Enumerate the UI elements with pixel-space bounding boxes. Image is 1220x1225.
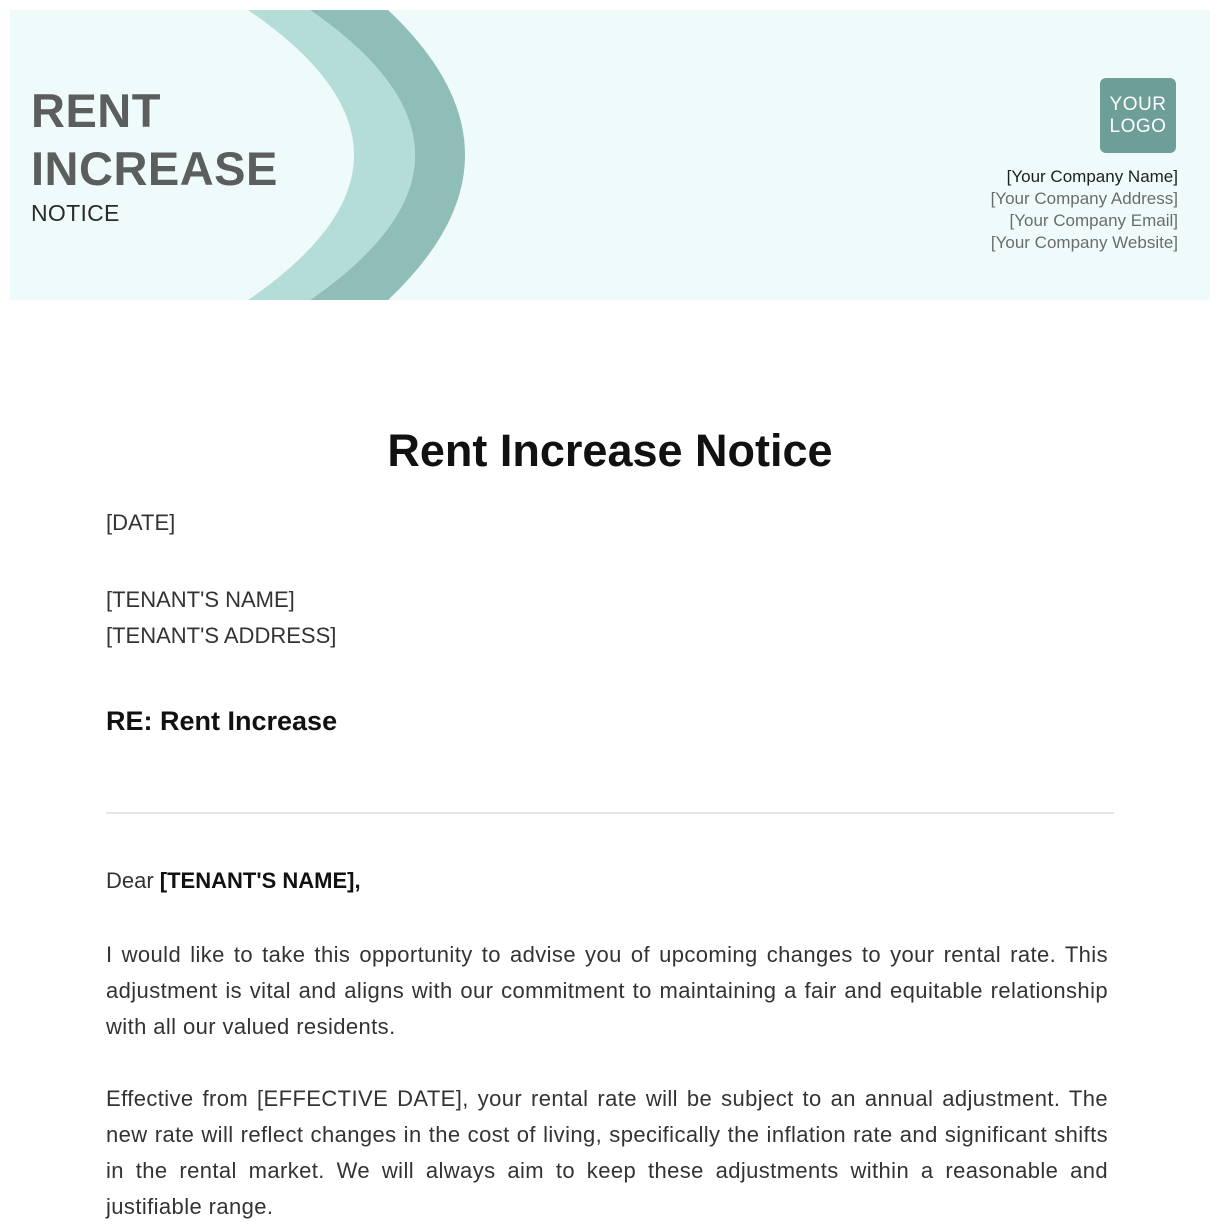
company-info [991, 166, 1178, 254]
tenant-name: [TENANT'S NAME] [106, 587, 295, 612]
document-title: Rent Increase Notice [387, 425, 833, 476]
company-address: [Your Company Address] [990, 189, 1178, 208]
company-email: [Your Company Email] [1009, 211, 1178, 230]
company-name: [Your Company Name] [1006, 167, 1178, 186]
paragraph-1: I would like to take this opportunity to advise you of upcoming changes to your rental rate. This adjustment is vital and aligns with our commitment to maintaining a fair and equitable relationship with all our valued residents. [106, 942, 1108, 1039]
header-title [31, 82, 278, 198]
logo-text-line2: LOGO [1109, 115, 1167, 137]
header-banner [10, 10, 1210, 300]
company-logo [1100, 78, 1176, 153]
paragraph-2: Effective from [EFFECTIVE DATE], your rental rate will be subject to an annual adjustment. The new rate will reflect changes in the cost of living, specifically the inflation rate and significant shifts in the rental market. We will always aim to keep these adjustments within a reasonable and justifiable range. [106, 1086, 1108, 1219]
company-website: [Your Company Website] [990, 233, 1178, 252]
logo-text-line1: YOUR [1109, 93, 1167, 115]
salutation [106, 868, 1108, 894]
header-title-line2: INCREASE [31, 142, 278, 195]
tenant-address: [TENANT'S ADDRESS] [106, 623, 337, 648]
header-subtitle: NOTICE [31, 200, 120, 226]
subject-line: RE: Rent Increase [106, 706, 338, 736]
salutation-name: [TENANT'S NAME], [159, 868, 361, 893]
header-title-line1: RENT [31, 84, 161, 137]
divider [106, 812, 1114, 814]
salutation-prefix: Dear [106, 868, 160, 893]
date-field: [DATE] [106, 510, 176, 535]
tenant-block [106, 582, 1108, 654]
